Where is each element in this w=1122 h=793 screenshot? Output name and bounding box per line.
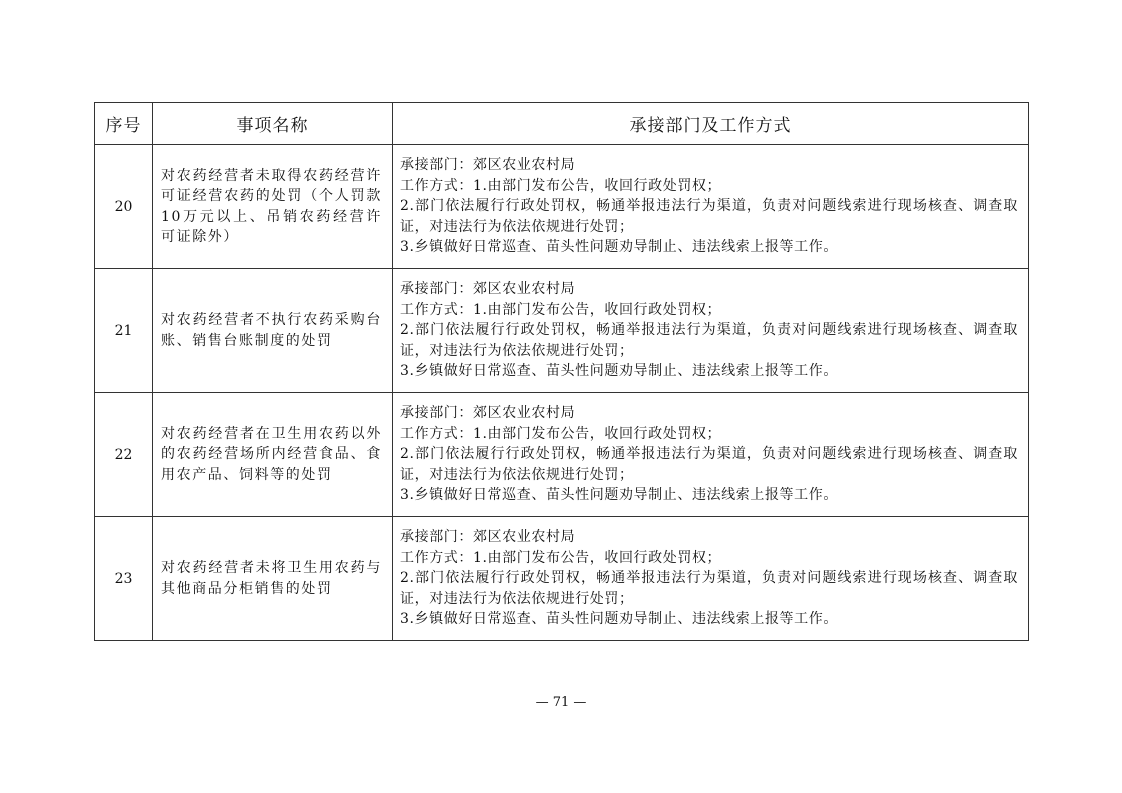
row-number: 20 — [95, 145, 153, 269]
dept-line: 承接部门：郊区农业农村局 — [400, 405, 576, 422]
work-method-line: 3.乡镇做好日常巡查、苗头性问题劝导制止、违法线索上报等工作。 — [400, 487, 838, 504]
row-number: 21 — [95, 269, 153, 393]
work-method-line: 2.部门依法履行行政处罚权，畅通举报违法行为渠道，负责对问题线索进行现场核查、调查取证，对违法行为依法依规进行处罚； — [400, 322, 1018, 359]
work-method-line: 3.乡镇做好日常巡查、苗头性问题劝导制止、违法线索上报等工作。 — [400, 611, 838, 628]
row-item-name: 对农药经营者不执行农药采购台账、销售台账制度的处罚 — [153, 269, 393, 393]
table-row — [95, 517, 1029, 641]
row-dept-work — [393, 145, 1029, 269]
work-method-line: 工作方式：1.由部门发布公告，收回行政处罚权； — [400, 549, 722, 566]
items-table — [94, 102, 1029, 641]
header-number: 序号 — [95, 103, 153, 145]
dept-line: 承接部门：郊区农业农村局 — [400, 157, 576, 174]
row-dept-work — [393, 393, 1029, 517]
header-name: 事项名称 — [153, 103, 393, 145]
work-method-line: 工作方式：1.由部门发布公告，收回行政处罚权； — [400, 425, 722, 442]
work-method-line: 3.乡镇做好日常巡查、苗头性问题劝导制止、违法线索上报等工作。 — [400, 239, 838, 256]
table-body — [95, 145, 1029, 641]
table-row — [95, 145, 1029, 269]
work-method-line: 2.部门依法履行行政处罚权，畅通举报违法行为渠道，负责对问题线索进行现场核查、调查取证，对违法行为依法依规进行处罚； — [400, 570, 1018, 607]
row-number: 23 — [95, 517, 153, 641]
row-item-name: 对农药经营者在卫生用农药以外的农药经营场所内经营食品、食用农产品、饲料等的处罚 — [153, 393, 393, 517]
page-number: — 71 — — [535, 695, 587, 710]
dept-line: 承接部门：郊区农业农村局 — [400, 529, 576, 546]
row-dept-work — [393, 517, 1029, 641]
work-method-line: 工作方式：1.由部门发布公告，收回行政处罚权； — [400, 177, 722, 194]
work-method-line: 工作方式：1.由部门发布公告，收回行政处罚权； — [400, 301, 722, 318]
work-method-line: 2.部门依法履行行政处罚权，畅通举报违法行为渠道，负责对问题线索进行现场核查、调查取证，对违法行为依法依规进行处罚； — [400, 446, 1018, 483]
header-dept: 承接部门及工作方式 — [393, 103, 1029, 145]
table-row — [95, 269, 1029, 393]
row-dept-work — [393, 269, 1029, 393]
work-method-line: 2.部门依法履行行政处罚权，畅通举报违法行为渠道，负责对问题线索进行现场核查、调查取证，对违法行为依法依规进行处罚； — [400, 198, 1018, 235]
table-header — [95, 103, 1029, 145]
row-item-name: 对农药经营者未取得农药经营许可证经营农药的处罚（个人罚款10万元以上、吊销农药经营许可证除外） — [153, 145, 393, 269]
dept-line: 承接部门：郊区农业农村局 — [400, 281, 576, 298]
header-row — [95, 103, 1029, 145]
table-row — [95, 393, 1029, 517]
row-item-name: 对农药经营者未将卫生用农药与其他商品分柜销售的处罚 — [153, 517, 393, 641]
row-number: 22 — [95, 393, 153, 517]
work-method-line: 3.乡镇做好日常巡查、苗头性问题劝导制止、违法线索上报等工作。 — [400, 363, 838, 380]
